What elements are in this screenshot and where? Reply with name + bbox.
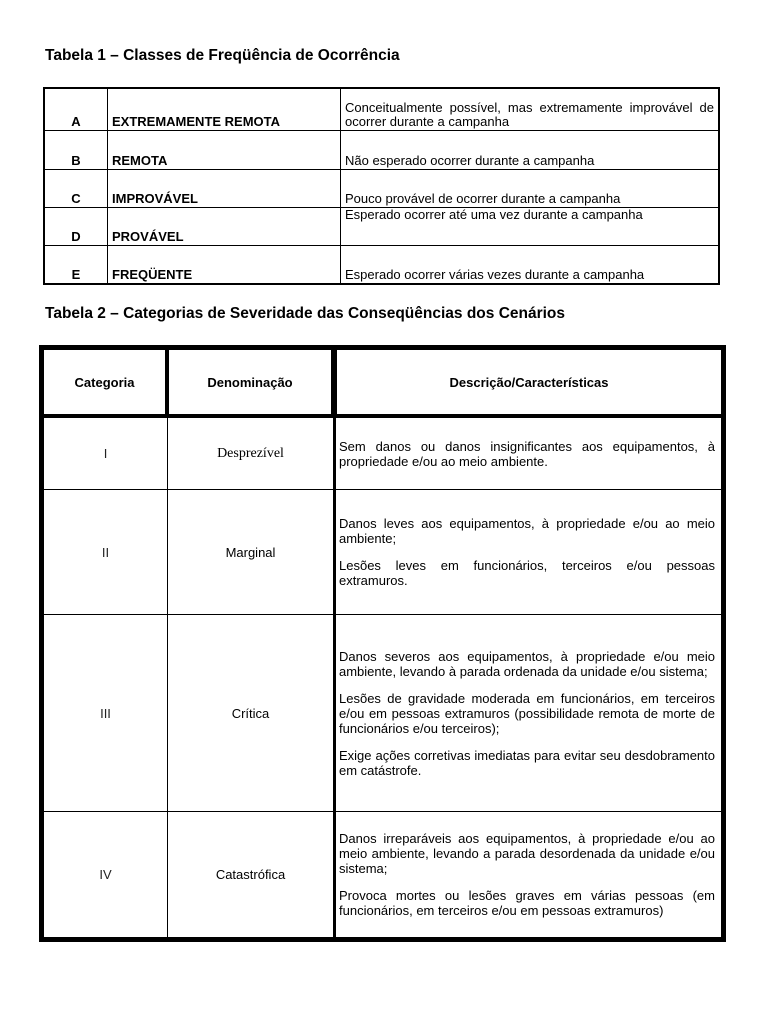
severity-description <box>333 490 725 615</box>
severity-category: I <box>40 418 167 490</box>
severity-name: Crítica <box>167 615 333 812</box>
table1-title: Tabela 1 – Classes de Freqüência de Ocorrência <box>45 47 400 64</box>
severity-category: III <box>40 615 167 812</box>
class-code: A <box>44 88 108 130</box>
table-row <box>44 169 719 207</box>
severity-category: IV <box>40 812 167 941</box>
table-row <box>40 615 725 812</box>
class-code: D <box>44 207 108 245</box>
class-name: IMPROVÁVEL <box>108 169 341 207</box>
description-paragraph: Sem danos ou danos insignificantes aos equipamentos, à propriedade e/ou ao meio ambiente. <box>339 438 715 469</box>
class-description: Não esperado ocorrer durante a campanha <box>341 130 720 169</box>
description-paragraph: Danos leves aos equipamentos, à propriedade e/ou ao meio ambiente; <box>339 516 715 546</box>
class-code: C <box>44 169 108 207</box>
class-code: B <box>44 130 108 169</box>
table-row <box>40 418 725 490</box>
severity-categories-table <box>39 345 726 942</box>
severity-description <box>333 812 725 941</box>
table-row <box>40 812 725 941</box>
table-row <box>44 130 719 169</box>
description-paragraph: Danos severos aos equipamentos, à propriedade e/ou meio ambiente, levando à parada ordenada da unidade e/ou sistema; <box>339 648 715 679</box>
description-paragraph: Lesões leves em funcionários, terceiros e/ou pessoas extramuros. <box>339 558 715 588</box>
class-description: Conceitualmente possível, mas extremamente improvável de ocorrer durante a campanha <box>341 88 720 130</box>
description-paragraph: Lesões de gravidade moderada em funcionários, em terceiros e/ou em pessoas extramuros (possibilidade remota de morte de funcionários e/ou terceiros); <box>339 690 715 736</box>
severity-category: II <box>40 490 167 615</box>
table-row <box>40 490 725 615</box>
class-description: Esperado ocorrer várias vezes durante a campanha <box>341 245 720 284</box>
table-row <box>44 245 719 284</box>
header-name: Denominação <box>167 346 333 418</box>
table-header-row <box>40 346 725 418</box>
class-description: Pouco provável de ocorrer durante a campanha <box>341 169 720 207</box>
frequency-classes-table <box>43 87 720 285</box>
severity-name: Catastrófica <box>167 812 333 941</box>
header-category: Categoria <box>40 346 167 418</box>
class-code: E <box>44 245 108 284</box>
severity-name: Desprezível <box>167 418 333 490</box>
severity-name: Marginal <box>167 490 333 615</box>
class-name: PROVÁVEL <box>108 207 341 245</box>
class-description: Esperado ocorrer até uma vez durante a campanha <box>341 207 720 245</box>
description-paragraph: Danos irreparáveis aos equipamentos, à propriedade e/ou ao meio ambiente, levando a parada desordenada da unidade e/ou sistema; <box>339 831 715 876</box>
severity-description <box>333 615 725 812</box>
severity-description <box>333 418 725 490</box>
description-paragraph: Exige ações corretivas imediatas para evitar seu desdobramento em catástrofe. <box>339 747 715 778</box>
table2-title: Tabela 2 – Categorias de Severidade das Conseqüências dos Cenários <box>45 305 566 322</box>
description-paragraph: Provoca mortes ou lesões graves em várias pessoas (em funcionários, em terceiros e/ou em pessoas extramuros) <box>339 888 715 918</box>
table-row <box>44 207 719 245</box>
class-name: EXTREMAMENTE REMOTA <box>108 88 341 130</box>
class-name: REMOTA <box>108 130 341 169</box>
table-row <box>44 88 719 130</box>
class-name: FREQÜENTE <box>108 245 341 284</box>
header-description: Descrição/Características <box>333 346 725 418</box>
